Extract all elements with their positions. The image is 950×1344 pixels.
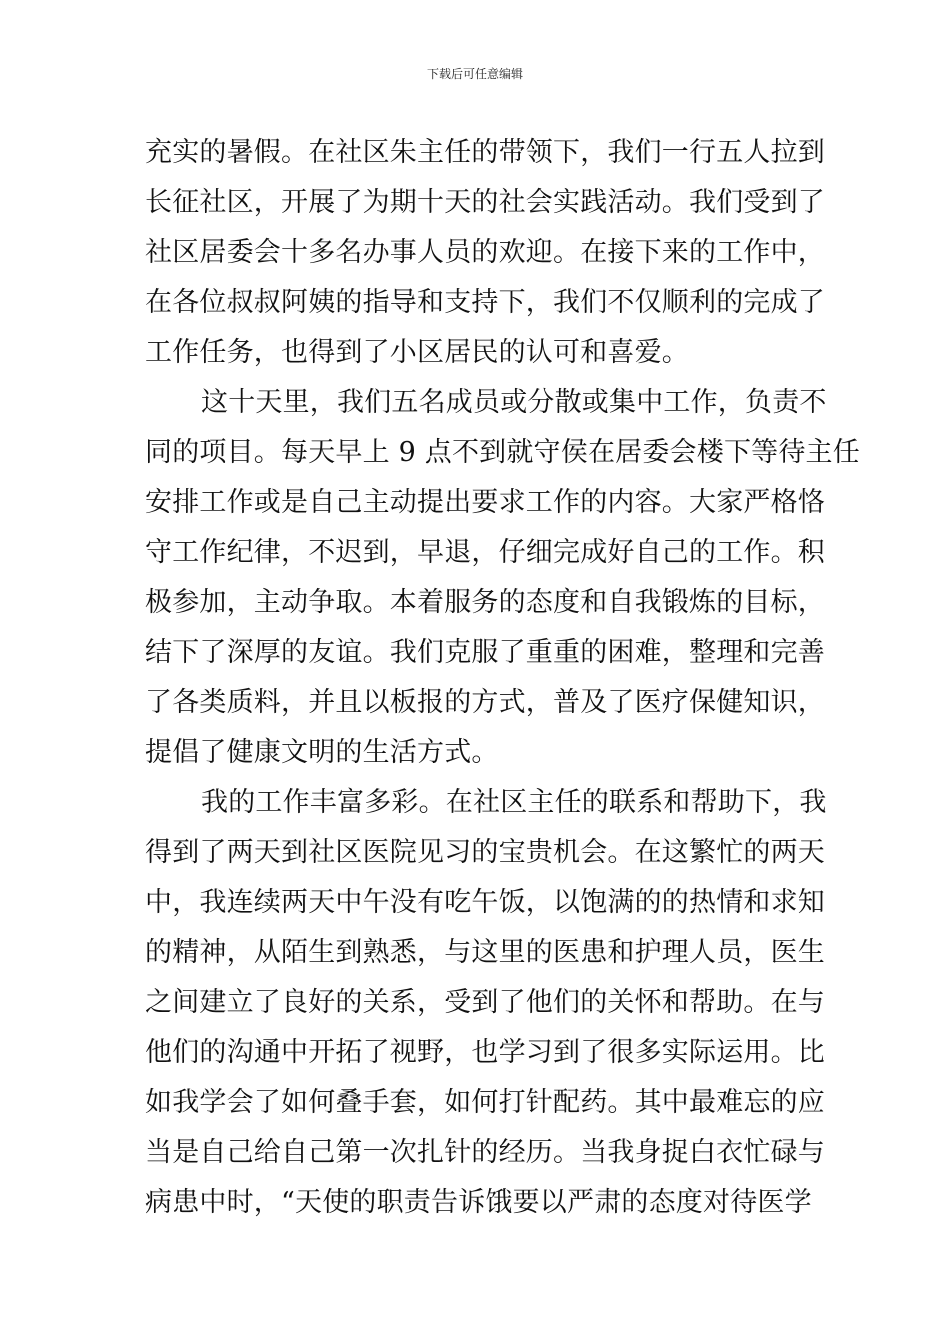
text-line: 安排工作或是自己主动提出要求工作的内容。大家严格恪 (145, 487, 825, 518)
page-header-note: 下载后可任意编辑 (426, 67, 523, 81)
text-line: 工作任务，也得到了小区居民的认可和喜爱。 (145, 337, 689, 368)
text-line: 在各位叔叔阿姨的指导和支持下，我们不仅顺利的完成了 (145, 287, 825, 318)
document-body (145, 128, 860, 1228)
paragraph-start-line: 这十天里，我们五名成员或分散或集中工作，负责不 (201, 387, 827, 418)
text-line: 充实的暑假。在社区朱主任的带领下，我们一行五人拉到 (145, 137, 825, 168)
text-line: 如我学会了如何叠手套，如何打针配药。其中最难忘的应 (145, 1087, 825, 1118)
text-line: 提倡了健康文明的生活方式。 (145, 737, 499, 768)
text-line: 的精神，从陌生到熟悉，与这里的医患和护理人员，医生 (145, 937, 825, 968)
text-line: 病患中时，“天使的职责告诉饿要以严肃的态度对待医学 (145, 1187, 812, 1218)
text-line: 社区居委会十多名办事人员的欢迎。在接下来的工作中， (145, 237, 825, 268)
text-line: 中，我连续两天中午没有吃午饭，以饱满的的热情和求知 (145, 887, 825, 918)
text-line: 长征社区，开展了为期十天的社会实践活动。我们受到了 (145, 187, 825, 218)
text-line: 得到了两天到社区医院见习的宝贵机会。在这繁忙的两天 (145, 837, 825, 868)
text-line: 了各类质料，并且以板报的方式，普及了医疗保健知识， (145, 687, 825, 718)
text-line: 结下了深厚的友谊。我们克服了重重的困难，整理和完善 (145, 637, 825, 668)
paragraph-start-line: 我的工作丰富多彩。在社区主任的联系和帮助下，我 (201, 787, 827, 818)
text-line: 当是自己给自己第一次扎针的经历。当我身捉白衣忙碌与 (145, 1137, 825, 1168)
text-line: 同的项目。每天早上 9 点不到就守侯在居委会楼下等待主任 (145, 437, 860, 468)
text-line: 守工作纪律，不迟到，早退，仔细完成好自己的工作。积 (145, 537, 825, 568)
text-line: 他们的沟通中开拓了视野，也学习到了很多实际运用。比 (145, 1037, 825, 1068)
text-line: 之间建立了良好的关系，受到了他们的关怀和帮助。在与 (145, 987, 825, 1018)
text-line: 极参加，主动争取。本着服务的态度和自我锻炼的目标， (145, 587, 825, 618)
